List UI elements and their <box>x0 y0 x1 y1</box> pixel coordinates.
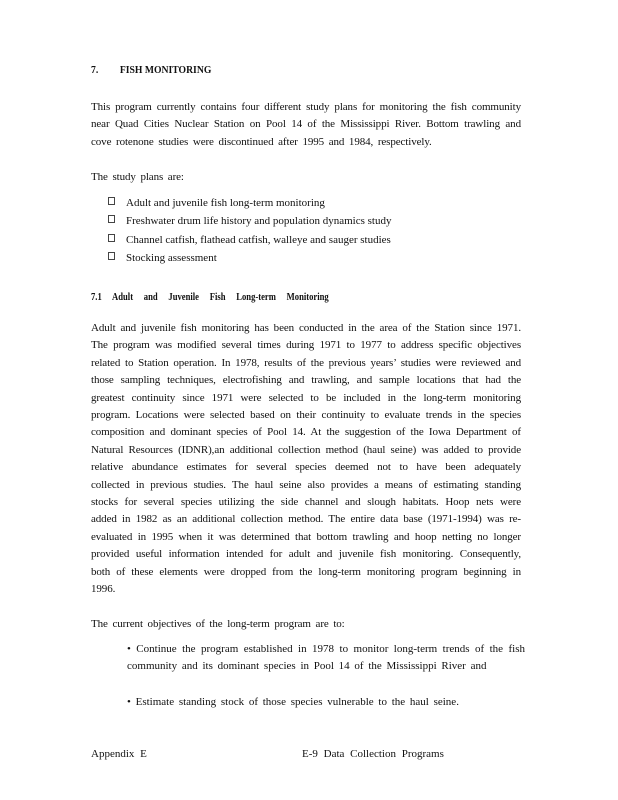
footer-page-label: E-9 Data Collection Programs <box>302 748 444 760</box>
bullet-box-icon <box>108 234 115 242</box>
plans-intro-text: The study plans are: <box>91 171 184 183</box>
study-plans-list <box>108 195 391 269</box>
list-item: Stocking assessment <box>108 250 391 268</box>
objectives-intro-text: The current objectives of the long-term program are to: <box>91 618 345 630</box>
subsection-heading: 7.1 Adult and Juvenile Fish Long-term Monitoring <box>91 292 329 303</box>
bullet-box-icon <box>108 252 115 260</box>
list-item: • Estimate standing stock of those species vulnerable to the haul seine. <box>127 695 459 708</box>
intro-paragraph: This program currently contains four different study plans for monitoring the fish community near Quad Cities Nuclear Station on Pool 14 of the Mississippi River. Bottom trawling and cove rotenone studies were discontinued after 1995 and 1984, respectively. <box>91 101 521 148</box>
bullet-box-icon <box>108 197 115 205</box>
list-item: • Continue the program established in 1978 to monitor long-term trends of the fish community and its dominant species in Pool 14 of the Mississippi River and <box>127 643 525 673</box>
body-paragraph: Adult and juvenile fish monitoring has been conducted in the area of the Station since 1971. The program was modified several times during 1971 to 1977 to address specific objectives related to Station operation. In 1978, results of the previous years’ studies were reviewed and those sampling techniques, electrofishing and trawling, and sample locations that had the greatest continuity since 1971 were selected to be included in the long-term monitoring program. Locations were selected based on their continuity to evaluate trends in the species composition and dominant species of Pool 14. At the suggestion of the Iowa Department of Natural Resources (IDNR),an additional collection method (haul seine) was added to provide relative abundance estimates for several species deemed not to have been adequately collected in previous studies. The haul seine also provides a means of estimating standing stocks for several species utilizing the side channel and slough habitats. Hoop nets were added in 1982 as an additional collection method. The entire data base (1971-1994) was re-evaluated in 1995 when it was determined that bottom trawling and hoop netting no longer provided useful information intended for adult and juvenile fish monitoring. Consequently, both of these elements were dropped from the long-term monitoring program beginning in 1996. <box>91 322 521 596</box>
section-heading <box>91 64 211 76</box>
list-item: Freshwater drum life history and population dynamics study <box>108 213 391 231</box>
section-title: FISH MONITORING <box>119 64 212 76</box>
bullet-box-icon <box>108 215 115 223</box>
list-item: Channel catfish, flathead catfish, walleye and sauger studies <box>108 232 391 250</box>
footer-appendix: Appendix E <box>91 748 147 760</box>
list-item: Adult and juvenile fish long-term monitoring <box>108 195 391 213</box>
section-number: 7. <box>91 64 99 76</box>
objectives-list <box>127 641 525 711</box>
